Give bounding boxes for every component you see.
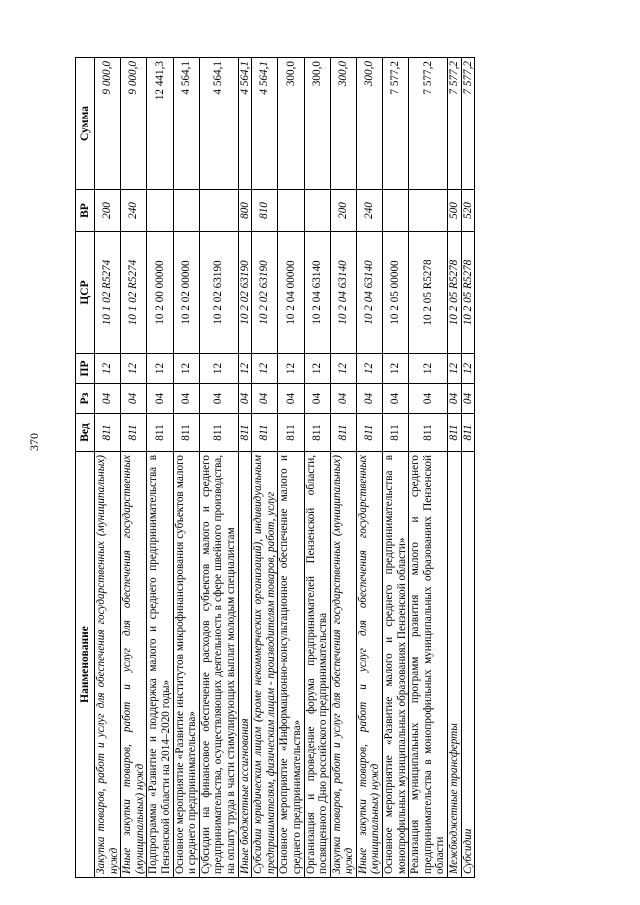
cell-csr: 10 2 05 R5278: [409, 232, 448, 354]
cell-pr: 12: [173, 354, 199, 384]
cell-pr: 12: [383, 354, 409, 384]
cell-sum: 300,0: [304, 58, 330, 190]
budget-table: [75, 57, 475, 878]
cell-pr: 12: [95, 354, 121, 384]
cell-ved: 811: [461, 414, 475, 452]
cell-csr: 10 2 05 00000: [383, 232, 409, 354]
cell-rz: 04: [409, 384, 448, 414]
cell-sum: 7 577,2: [461, 58, 475, 190]
cell-name: Основное мероприятие «Информационно-консультационное обеспечение малого и среднего предпринимательства»: [278, 452, 304, 878]
cell-sum: 300,0: [278, 58, 304, 190]
table-row: [330, 58, 356, 878]
header-name: Наименование: [76, 452, 95, 878]
cell-pr: 12: [147, 354, 173, 384]
cell-sum: 300,0: [330, 58, 356, 190]
cell-vr: [409, 190, 448, 232]
cell-csr: 10 2 05 R5278: [461, 232, 475, 354]
header-sum: Сумма: [76, 58, 95, 190]
cell-vr: 200: [330, 190, 356, 232]
cell-csr: 10 2 04 63140: [304, 232, 330, 354]
cell-vr: [383, 190, 409, 232]
cell-pr: 12: [461, 354, 475, 384]
cell-rz: 04: [448, 384, 462, 414]
cell-pr: 12: [330, 354, 356, 384]
cell-sum: 7 577,2: [448, 58, 462, 190]
cell-pr: 12: [252, 354, 278, 384]
cell-vr: 240: [121, 190, 147, 232]
cell-sum: 7 577,2: [409, 58, 448, 190]
cell-rz: 04: [252, 384, 278, 414]
cell-rz: 04: [304, 384, 330, 414]
cell-csr: 10 2 04 63140: [330, 232, 356, 354]
cell-ved: 811: [238, 414, 252, 452]
cell-ved: 811: [409, 414, 448, 452]
table-row: [356, 58, 382, 878]
cell-csr: 10 2 04 63140: [356, 232, 382, 354]
cell-vr: 520: [461, 190, 475, 232]
cell-ved: 811: [448, 414, 462, 452]
cell-sum: 4 564,1: [199, 58, 238, 190]
cell-name: Организация и проведение форума предпринимателей Пензенской области, посвященного Дню российского предпринимательства: [304, 452, 330, 878]
cell-ved: 811: [199, 414, 238, 452]
cell-csr: 10 2 02 00000: [173, 232, 199, 354]
cell-name: Иные закупки товаров, работ и услуг для обеспечения государственных (муниципальных) нужд: [356, 452, 382, 878]
cell-name: Закупка товаров, работ и услуг для обеспечения государственных (муниципальных) нужд: [330, 452, 356, 878]
cell-vr: 200: [95, 190, 121, 232]
cell-rz: 04: [199, 384, 238, 414]
cell-rz: 04: [461, 384, 475, 414]
cell-name: Основное мероприятие «Развитие малого и среднего предпринимательства в монопрофильных муниципальных образованиях Пензенской области»: [383, 452, 409, 878]
table-row: [461, 58, 475, 878]
cell-sum: 4 564,1: [173, 58, 199, 190]
table-row: [199, 58, 238, 878]
cell-sum: 7 577,2: [383, 58, 409, 190]
table-row: [173, 58, 199, 878]
cell-pr: 12: [121, 354, 147, 384]
cell-rz: 04: [95, 384, 121, 414]
header-vr: ВР: [76, 190, 95, 232]
cell-ved: 811: [173, 414, 199, 452]
cell-ved: 811: [330, 414, 356, 452]
table-row: [304, 58, 330, 878]
cell-rz: 04: [278, 384, 304, 414]
cell-rz: 04: [121, 384, 147, 414]
cell-ved: 811: [121, 414, 147, 452]
table-body: [95, 58, 475, 878]
table-row: [252, 58, 278, 878]
rotated-page-content: [75, 58, 550, 878]
cell-vr: [173, 190, 199, 232]
cell-csr: 10 2 05 R5278: [448, 232, 462, 354]
cell-pr: 12: [278, 354, 304, 384]
cell-name: Закупка товаров, работ и услуг для обеспечения государственных (муниципальных) нужд: [95, 452, 121, 878]
header-pr: ПР: [76, 354, 95, 384]
cell-sum: 4 564,1: [252, 58, 278, 190]
cell-vr: [199, 190, 238, 232]
cell-sum: 12 441,3: [147, 58, 173, 190]
table-row: [409, 58, 448, 878]
cell-vr: [304, 190, 330, 232]
cell-vr: [147, 190, 173, 232]
cell-pr: 12: [448, 354, 462, 384]
cell-name: Иные бюджетные ассигнования: [238, 452, 252, 878]
table-row: [448, 58, 462, 878]
cell-ved: 811: [95, 414, 121, 452]
cell-name: Субсидии: [461, 452, 475, 878]
cell-name: Субсидии юридическим лицам (кроме некоммерческих организаций), индивидуальным предпринимателям, физическим лицам - производителям товаров, работ, услуг: [252, 452, 278, 878]
cell-csr: 10 2 00 00000: [147, 232, 173, 354]
cell-pr: 12: [409, 354, 448, 384]
table-header-row: [76, 58, 95, 878]
header-ved: Вед: [76, 414, 95, 452]
cell-name: Реализация муниципальных программ развития малого и среднего предпринимательства в монопрофильных муниципальных образованиях Пензенской области: [409, 452, 448, 878]
cell-rz: 04: [330, 384, 356, 414]
cell-csr: 10 2 02 63190: [199, 232, 238, 354]
cell-csr: 10 2 02 63190: [238, 232, 252, 354]
header-rz: Рз: [76, 384, 95, 414]
table-row: [383, 58, 409, 878]
cell-ved: 811: [304, 414, 330, 452]
cell-rz: 04: [356, 384, 382, 414]
cell-rz: 04: [173, 384, 199, 414]
cell-sum: 9 000,0: [121, 58, 147, 190]
cell-ved: 811: [383, 414, 409, 452]
cell-sum: 4 564,1: [238, 58, 252, 190]
cell-ved: 811: [147, 414, 173, 452]
table-row: [121, 58, 147, 878]
cell-vr: 800: [238, 190, 252, 232]
cell-vr: [278, 190, 304, 232]
cell-pr: 12: [238, 354, 252, 384]
cell-csr: 10 1 02 R5274: [121, 232, 147, 354]
cell-name: Субсидии на финансовое обеспечение расходов субъектов малого и среднего предпринимательства, осуществляющих деятельность в сфере швейного производства, на оплату труда в части стимулирующих выплат молодым специалистам: [199, 452, 238, 878]
table-row: [95, 58, 121, 878]
table-row: [278, 58, 304, 878]
cell-rz: 04: [238, 384, 252, 414]
cell-pr: 12: [304, 354, 330, 384]
cell-vr: 500: [448, 190, 462, 232]
cell-sum: 9 000,0: [95, 58, 121, 190]
cell-ved: 811: [252, 414, 278, 452]
cell-csr: 10 1 02 R5274: [95, 232, 121, 354]
cell-rz: 04: [383, 384, 409, 414]
cell-sum: 300,0: [356, 58, 382, 190]
cell-vr: 240: [356, 190, 382, 232]
cell-vr: 810: [252, 190, 278, 232]
cell-name: Межбюджетные трансферты: [448, 452, 462, 878]
cell-rz: 04: [147, 384, 173, 414]
cell-csr: 10 2 02 63190: [252, 232, 278, 354]
cell-name: Иные закупки товаров, работ и услуг для обеспечения государственных (муниципальных) нужд: [121, 452, 147, 878]
cell-ved: 811: [278, 414, 304, 452]
cell-name: Основное мероприятие «Развитие институтов микрофинансирования субъектов малого и среднего предпринимательства»: [173, 452, 199, 878]
cell-pr: 12: [199, 354, 238, 384]
table-row: [238, 58, 252, 878]
cell-csr: 10 2 04 00000: [278, 232, 304, 354]
cell-pr: 12: [356, 354, 382, 384]
cell-name: Подпрограмма «Развитие и поддержка малого и среднего предпринимательства в Пензенской области на 2014–2020 годы»: [147, 452, 173, 878]
header-csr: ЦСР: [76, 232, 95, 354]
cell-ved: 811: [356, 414, 382, 452]
table-row: [147, 58, 173, 878]
page-number: 370: [27, 433, 41, 451]
